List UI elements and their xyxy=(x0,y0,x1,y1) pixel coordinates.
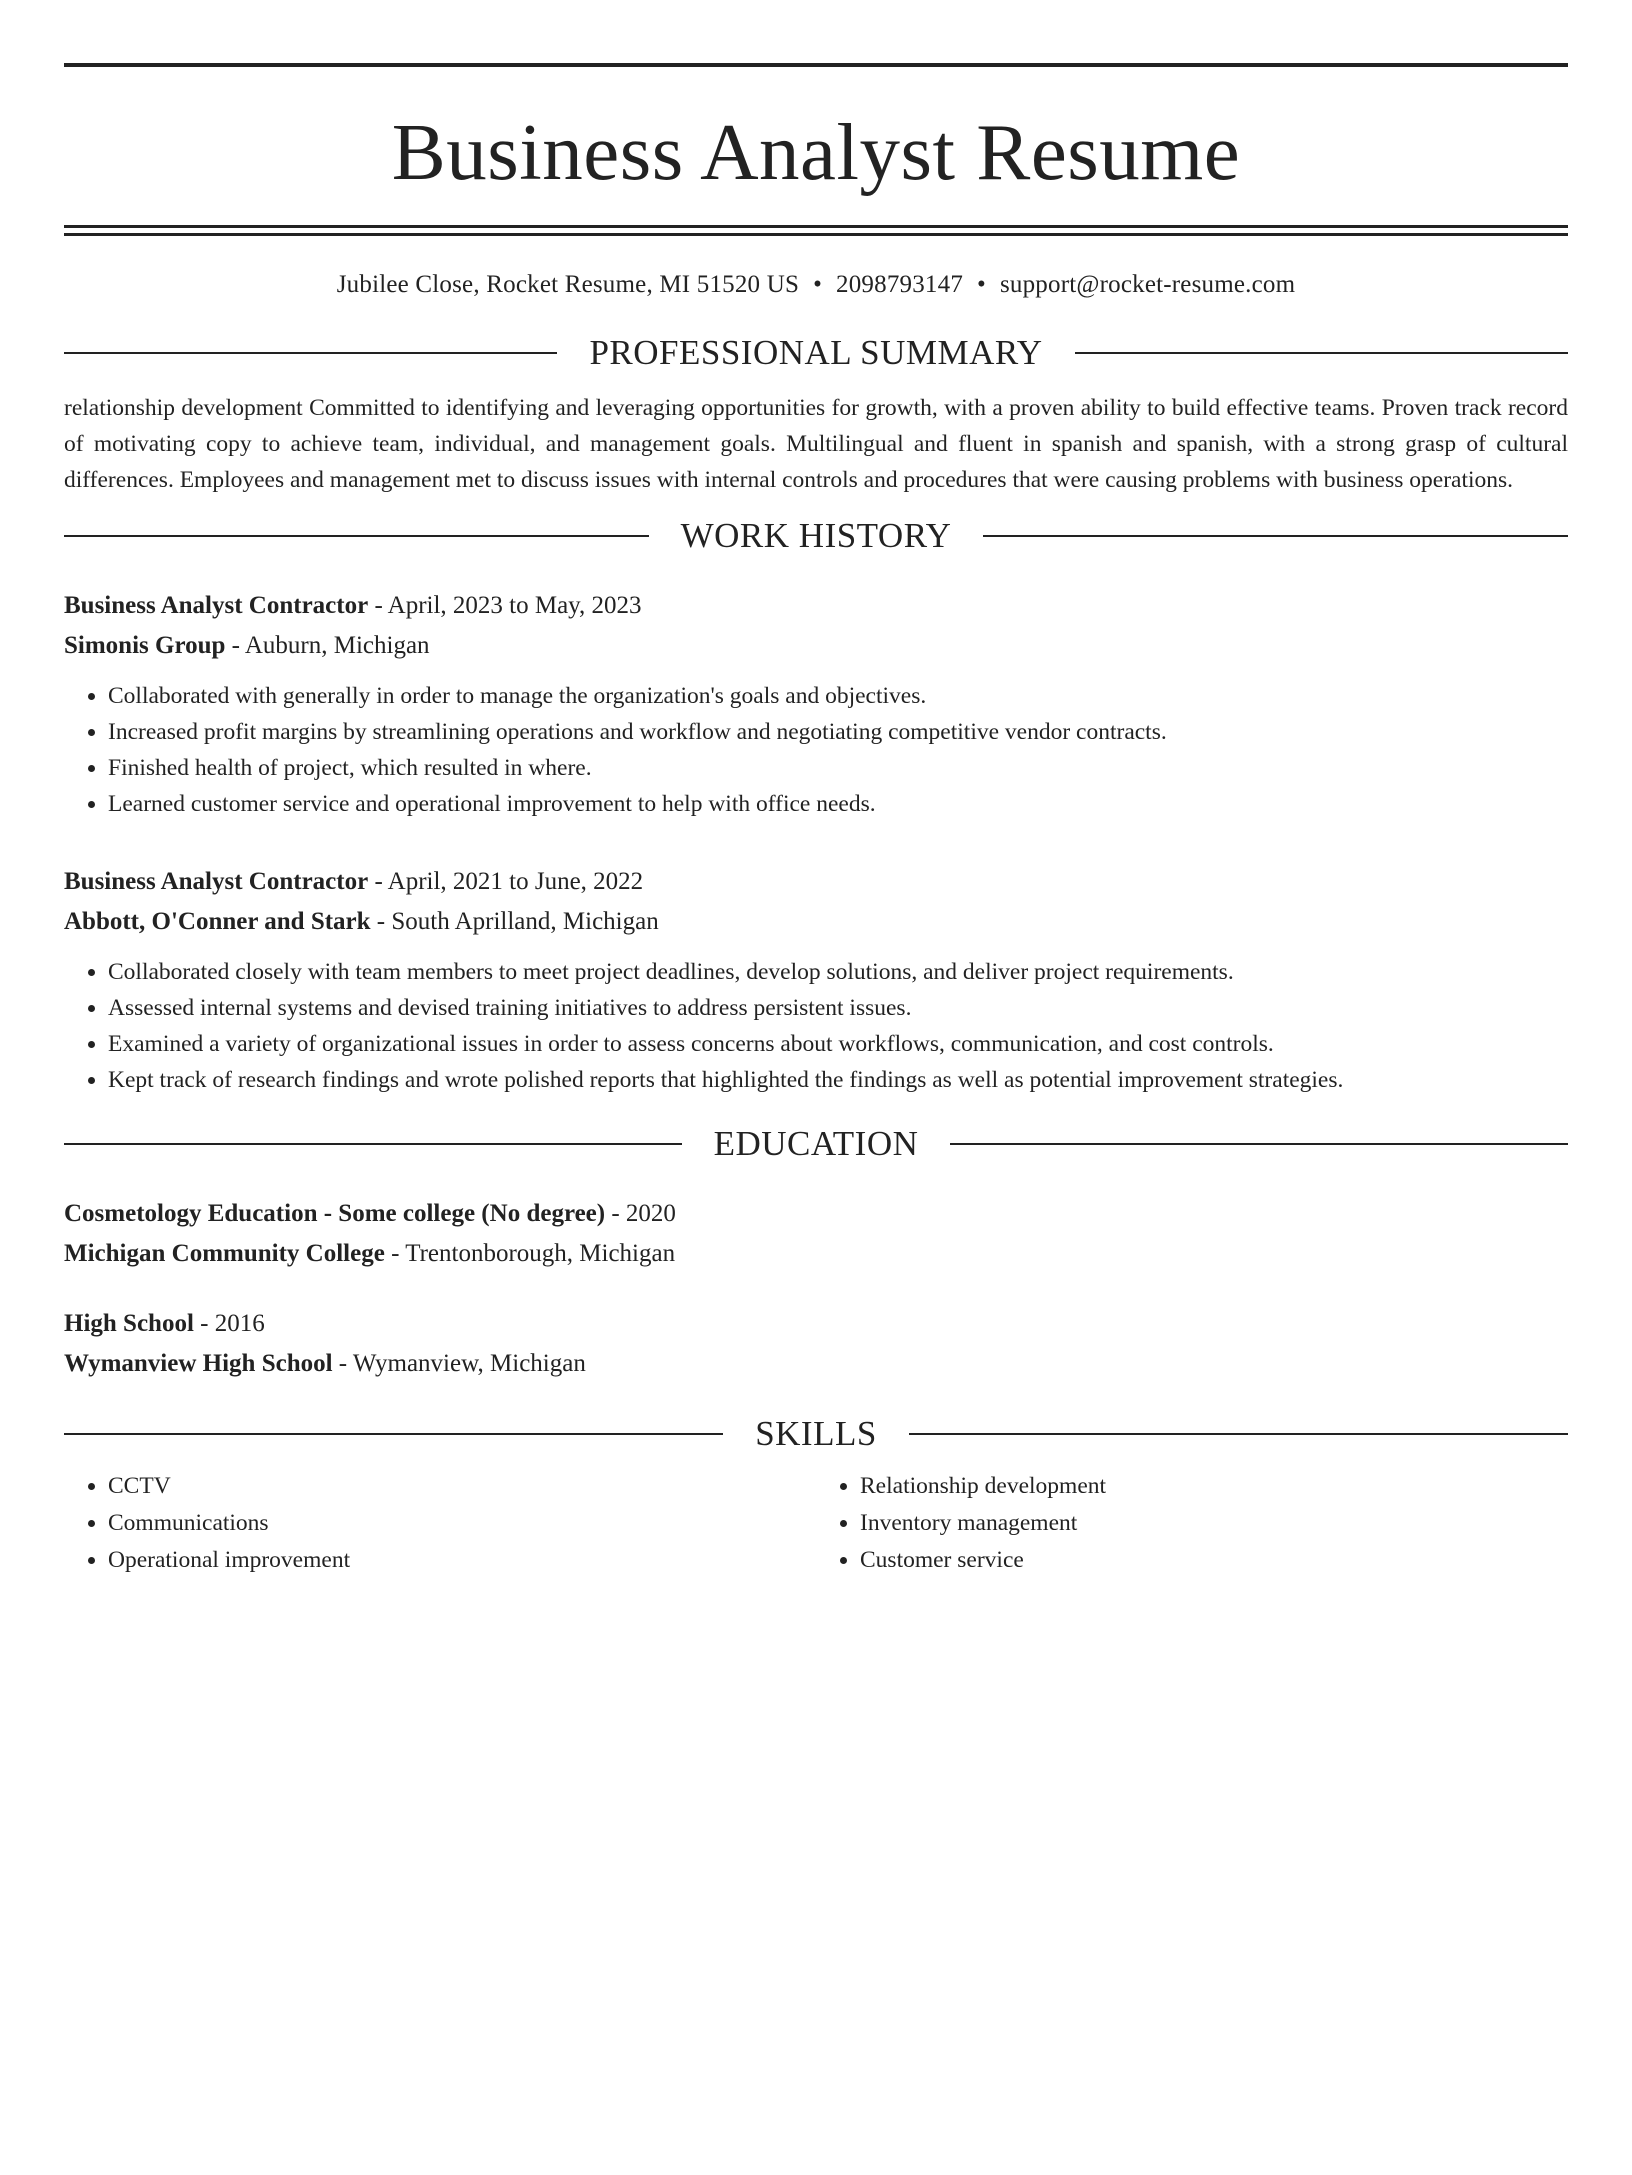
education-year: - 2016 xyxy=(193,1310,265,1337)
resume-page xyxy=(0,63,1632,2175)
page-title: Business Analyst Resume xyxy=(391,107,1241,197)
skill-item: • CCTV xyxy=(108,1468,816,1505)
skill-item: • Relationship development xyxy=(860,1468,1568,1505)
contact-address: Jubilee Close, Rocket Resume, MI 51520 US xyxy=(336,271,800,298)
job-company-line xyxy=(64,626,1568,666)
education-school-line xyxy=(64,1234,1568,1274)
job-bullets xyxy=(64,954,1568,1098)
job-company: Abbott, O'Conner and Stark xyxy=(64,908,371,935)
heading-rule-right xyxy=(950,1143,1568,1145)
education-entry xyxy=(64,1304,1568,1384)
education-year: - 2020 xyxy=(605,1200,676,1227)
job-bullet: • Kept track of research findings and wrote polished reports that highlighted the findings as well as potential improvement strategies. xyxy=(108,1062,1568,1098)
job-company: Simonis Group xyxy=(64,632,226,659)
job-entry xyxy=(64,586,1568,822)
section-heading-label: SKILLS xyxy=(755,1414,877,1453)
heading-rule-left xyxy=(64,535,649,537)
job-title: Business Analyst Contractor xyxy=(64,592,369,619)
job-title-line xyxy=(64,862,1568,902)
heading-rule-right xyxy=(909,1433,1568,1435)
education-degree-line xyxy=(64,1194,1568,1234)
education-school: Michigan Community College xyxy=(64,1240,385,1267)
section-heading-education xyxy=(64,1122,1568,1166)
summary-text: relationship development Committed to identifying and leveraging opportunities for growth, with a proven ability to build effective teams. Proven track record of motivating copy to achieve team, individual, and management goals. Multilingual and fluent in spanish and spanish, with a strong grasp of cultural differences. Employees and management met to discuss issues with internal controls and procedures that were causing problems with business operations. xyxy=(64,395,1568,493)
contact-email: support@rocket-resume.com xyxy=(999,271,1296,298)
section-heading-label: WORK HISTORY xyxy=(680,516,952,555)
skills-column-left xyxy=(64,1468,816,1579)
education-degree: Cosmetology Education - Some college (No degree) xyxy=(64,1200,606,1227)
job-company-line xyxy=(64,902,1568,942)
education-school: Wymanview High School xyxy=(64,1350,333,1377)
contact-separator: • xyxy=(977,271,986,298)
education-location: - Wymanview, Michigan xyxy=(332,1350,586,1377)
job-bullet: • Collaborated with generally in order to manage the organization's goals and objectives. xyxy=(108,678,1568,714)
heading-rule-left xyxy=(64,1433,723,1435)
skills-grid xyxy=(64,1468,1568,1579)
education-location: - Trentonborough, Michigan xyxy=(384,1240,676,1267)
job-bullet: • Collaborated closely with team members to meet project deadlines, develop solutions, and deliver project requirements. xyxy=(108,954,1568,990)
section-heading-summary xyxy=(64,331,1568,375)
job-bullet: • Assessed internal systems and devised training initiatives to address persistent issues. xyxy=(108,990,1568,1026)
skill-item: • Communications xyxy=(108,1505,816,1542)
heading-rule-left xyxy=(64,352,557,354)
job-bullets xyxy=(64,678,1568,822)
job-location: - South Aprilland, Michigan xyxy=(370,908,659,935)
top-divider xyxy=(64,63,1568,67)
skill-item: • Operational improvement xyxy=(108,1542,816,1579)
title-double-divider xyxy=(64,225,1568,236)
skill-item: • Inventory management xyxy=(860,1505,1568,1542)
job-location: - Auburn, Michigan xyxy=(225,632,430,659)
education-school-line xyxy=(64,1344,1568,1384)
job-bullet: • Increased profit margins by streamlining operations and workflow and negotiating competitive vendor contracts. xyxy=(108,714,1568,750)
section-heading-work-history xyxy=(64,514,1568,558)
job-dates: - April, 2021 to June, 2022 xyxy=(368,868,644,895)
heading-rule-left xyxy=(64,1143,682,1145)
job-dates: - April, 2023 to May, 2023 xyxy=(368,592,642,619)
education-degree: High School xyxy=(64,1310,194,1337)
job-bullet: • Examined a variety of organizational issues in order to assess concerns about workflows, communication, and cost controls. xyxy=(108,1026,1568,1062)
section-heading-label: EDUCATION xyxy=(713,1124,919,1163)
job-bullet: • Finished health of project, which resulted in where. xyxy=(108,750,1568,786)
job-bullet: • Learned customer service and operational improvement to help with office needs. xyxy=(108,786,1568,822)
heading-rule-right xyxy=(1075,352,1568,354)
heading-rule-right xyxy=(983,535,1568,537)
contact-phone: 2098793147 xyxy=(836,271,964,298)
job-title-line xyxy=(64,586,1568,626)
skill-item: • Customer service xyxy=(860,1542,1568,1579)
job-title: Business Analyst Contractor xyxy=(64,868,369,895)
contact-line xyxy=(64,269,1568,301)
contact-separator: • xyxy=(813,271,823,298)
education-degree-line xyxy=(64,1304,1568,1344)
job-entry xyxy=(64,862,1568,1098)
skills-column-right xyxy=(816,1468,1568,1579)
education-entry xyxy=(64,1194,1568,1274)
section-heading-label: PROFESSIONAL SUMMARY xyxy=(589,333,1043,372)
section-heading-skills xyxy=(64,1412,1568,1456)
